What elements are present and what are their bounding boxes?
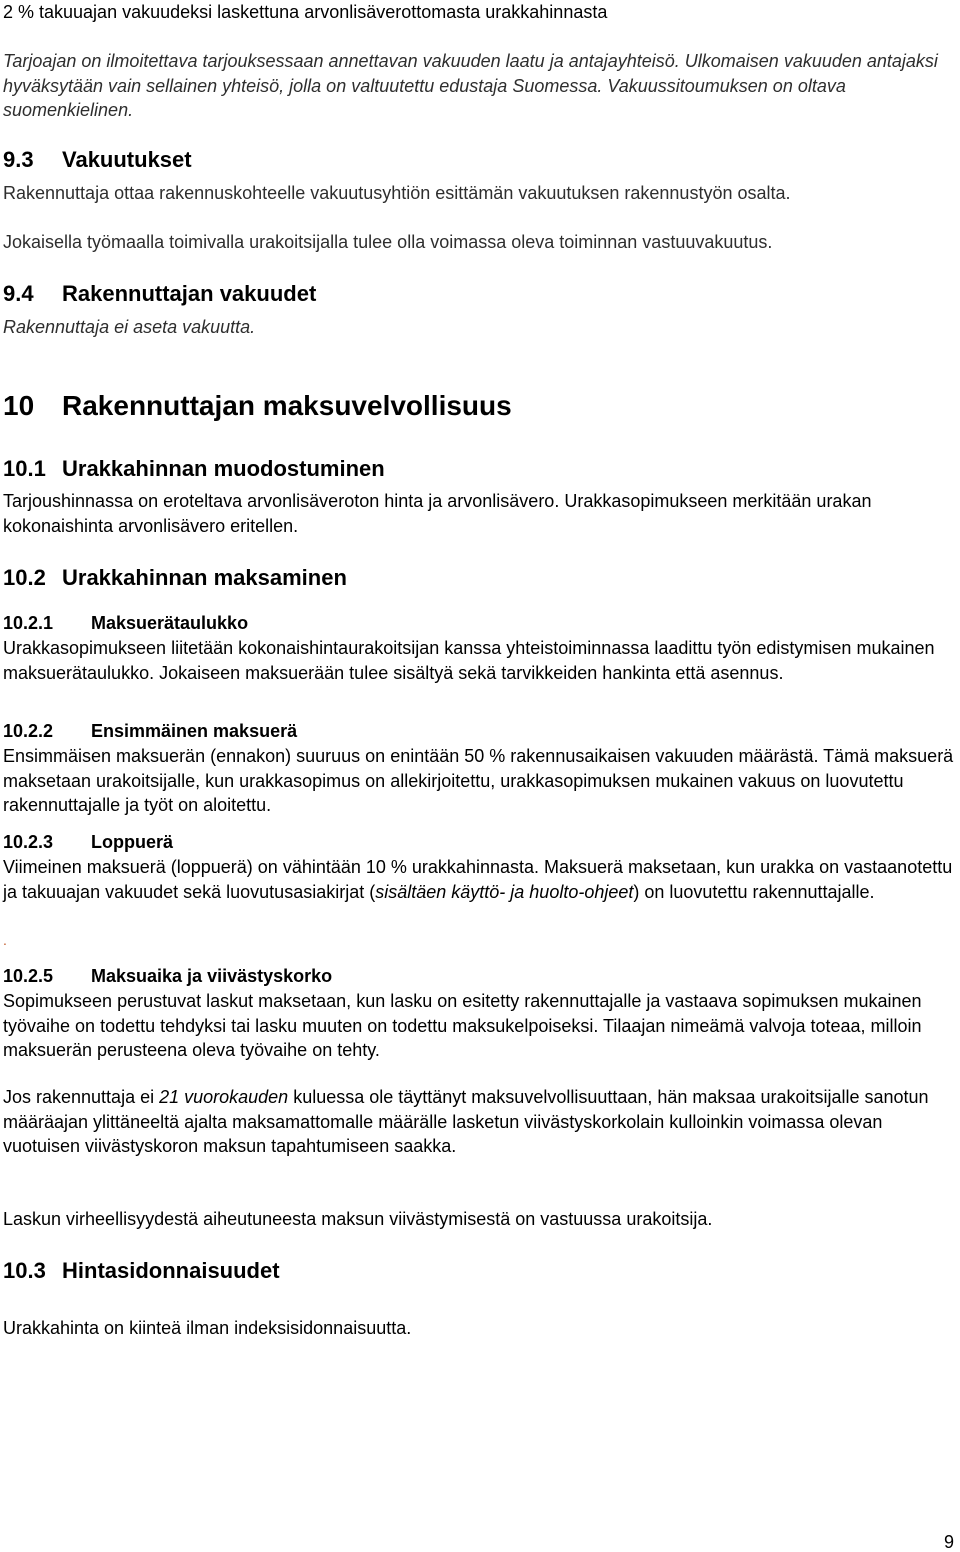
intro-para-b: Vakuussitoumuksen on oltava suomenkielinen. [3,75,846,120]
paragraph-10-2-5-a: Sopimukseen perustuvat laskut maksetaan, kun lasku on esitetty rakennuttajalle ja vastaava sopimuksen mukainen työvaihe on todettu tehdyksi tai lasku muuten on todettu maksukelpoiseksi. Tilaajan nimeämä valvoja toteaa, milloin maksuerän perusteena oleva työvaihe on tehty. [3,991,922,1060]
paragraph-10-2-2: Ensimmäisen maksuerän (ennakon) suuruus on enintään 50 % rakennusaikaisen vakuuden määrästä. Tämä maksuerä maksetaan urakoitsijalle, kun urakkasopimus on allekirjoitettu, urakkasopimuksen mukainen vakuus on luovutettu rakennuttajalle ja työt on aloitettu. [3,746,954,815]
heading-title: Rakennuttajan maksuvelvollisuus [62,390,512,421]
paragraph-text: ) on luovutettu rakennuttajalle. [633,881,875,902]
heading-10-3 [3,1258,957,1284]
heading-9-3 [3,147,957,173]
intro-para-a: Tarjoajan on ilmoitettava tarjouksessaan annettavan vakuuden laatu ja antajayhteisö. Ulkomaisen vakuuden antajaksi hyväksytään vain sellainen yhteisö, jolla on valtuutettu edustaja Suomessa. [3,51,938,96]
heading-10-2-5 [3,964,957,988]
page-number: 9 [943,1532,954,1552]
heading-title: Urakkahinnan muodostuminen [62,456,385,481]
heading-number: 10.1 [3,456,46,481]
heading-9-4 [3,281,957,307]
heading-10-2-3 [3,830,957,854]
heading-10 [3,390,957,422]
paragraph-9-3-a: Rakennuttaja ottaa rakennuskohteelle vakuutusyhtiön esittämän vakuutuksen rakennustyön osalta. [3,183,791,203]
heading-title: Maksuaika ja viivästyskorko [91,966,333,986]
paragraph-9-3-b: Jokaisella työmaalla toimivalla urakoitsijalla tulee olla voimassa oleva toiminnan vastuuvakuutus. [3,232,773,252]
paragraph-9-4: Rakennuttaja ei aseta vakuutta. [3,317,256,337]
paragraph-10-2-5-c: Laskun virheellisyydestä aiheutuneesta maksun viivästymisestä on vastuussa urakoitsija. [3,1209,713,1229]
paragraph-10-2-1: Urakkasopimukseen liitetään kokonaishintaurakoitsijan kanssa yhteistoiminnassa laadittu työn edistymisen mukainen maksuerätaulukko. Jokaiseen maksuerään tulee sisältyä sekä tarvikkeiden hankinta että asennus. [3,638,935,683]
heading-number: 10 [3,390,35,421]
heading-number: 10.2 [3,565,46,590]
paragraph-text: Jos rakennuttaja ei [3,1087,160,1107]
paragraph-10-3: Urakkahinta on kiinteä ilman indeksisidonnaisuutta. [3,1318,412,1338]
paragraph-text: Viimeinen maksuerä (loppuerä) on vähintään 10 % urakkahinnasta. Maksuerä maksetaan, kun urakka on vastaanotettu ja takuuajan vakuudet sekä luovutusasiakirjat ( [3,857,953,902]
heading-10-2-1 [3,611,957,635]
heading-10-2-2 [3,719,957,743]
intro-paragraph [3,49,957,123]
heading-title: Urakkahinnan maksaminen [62,565,347,590]
guarantee-line: 2 % takuuajan vakuudeksi laskettuna arvonlisäverottomasta urakkahinnasta [3,2,608,22]
heading-title: Loppuerä [91,832,174,852]
heading-10-1 [3,456,957,482]
heading-number: 10.2.2 [3,721,54,741]
heading-title: Maksuerätaulukko [91,613,249,633]
heading-title: Ensimmäinen maksuerä [91,721,298,741]
paragraph-10-1: Tarjoushinnassa on eroteltava arvonlisäveroton hinta ja arvonlisävero. Urakkasopimukseen merkitään urakan kokonaishinta arvonlisävero eritellen. [3,491,872,536]
paragraph-10-2-5-b [3,1085,957,1159]
heading-number: 10.3 [3,1258,46,1283]
heading-number: 10.2.5 [3,966,54,986]
paragraph-10-2-3 [3,855,957,904]
heading-title: Hintasidonnaisuudet [62,1258,280,1283]
paragraph-text: kuluessa ole täyttänyt maksuvelvollisuuttaan, hän maksaa urakoitsijalle sanotun määräajan ylittäneeltä ajalta maksamattomalle määrälle lasketun viivästyskorkolain kulloinkin voimassa olevan vuotuisen viivästyskoron maksun tapahtumiseen saakka. [3,1087,929,1156]
heading-number: 9.4 [3,281,34,306]
heading-number: 9.3 [3,147,34,172]
stray-dot: . [3,932,7,948]
heading-number: 10.2.3 [3,832,54,852]
heading-number: 10.2.1 [3,613,54,633]
paragraph-italic: sisältäen käyttö- ja huolto-ohjeet [375,881,634,902]
heading-10-2 [3,565,957,591]
heading-title: Rakennuttajan vakuudet [62,281,317,306]
heading-title: Vakuutukset [62,147,192,172]
paragraph-italic: 21 vuorokauden [159,1087,289,1107]
